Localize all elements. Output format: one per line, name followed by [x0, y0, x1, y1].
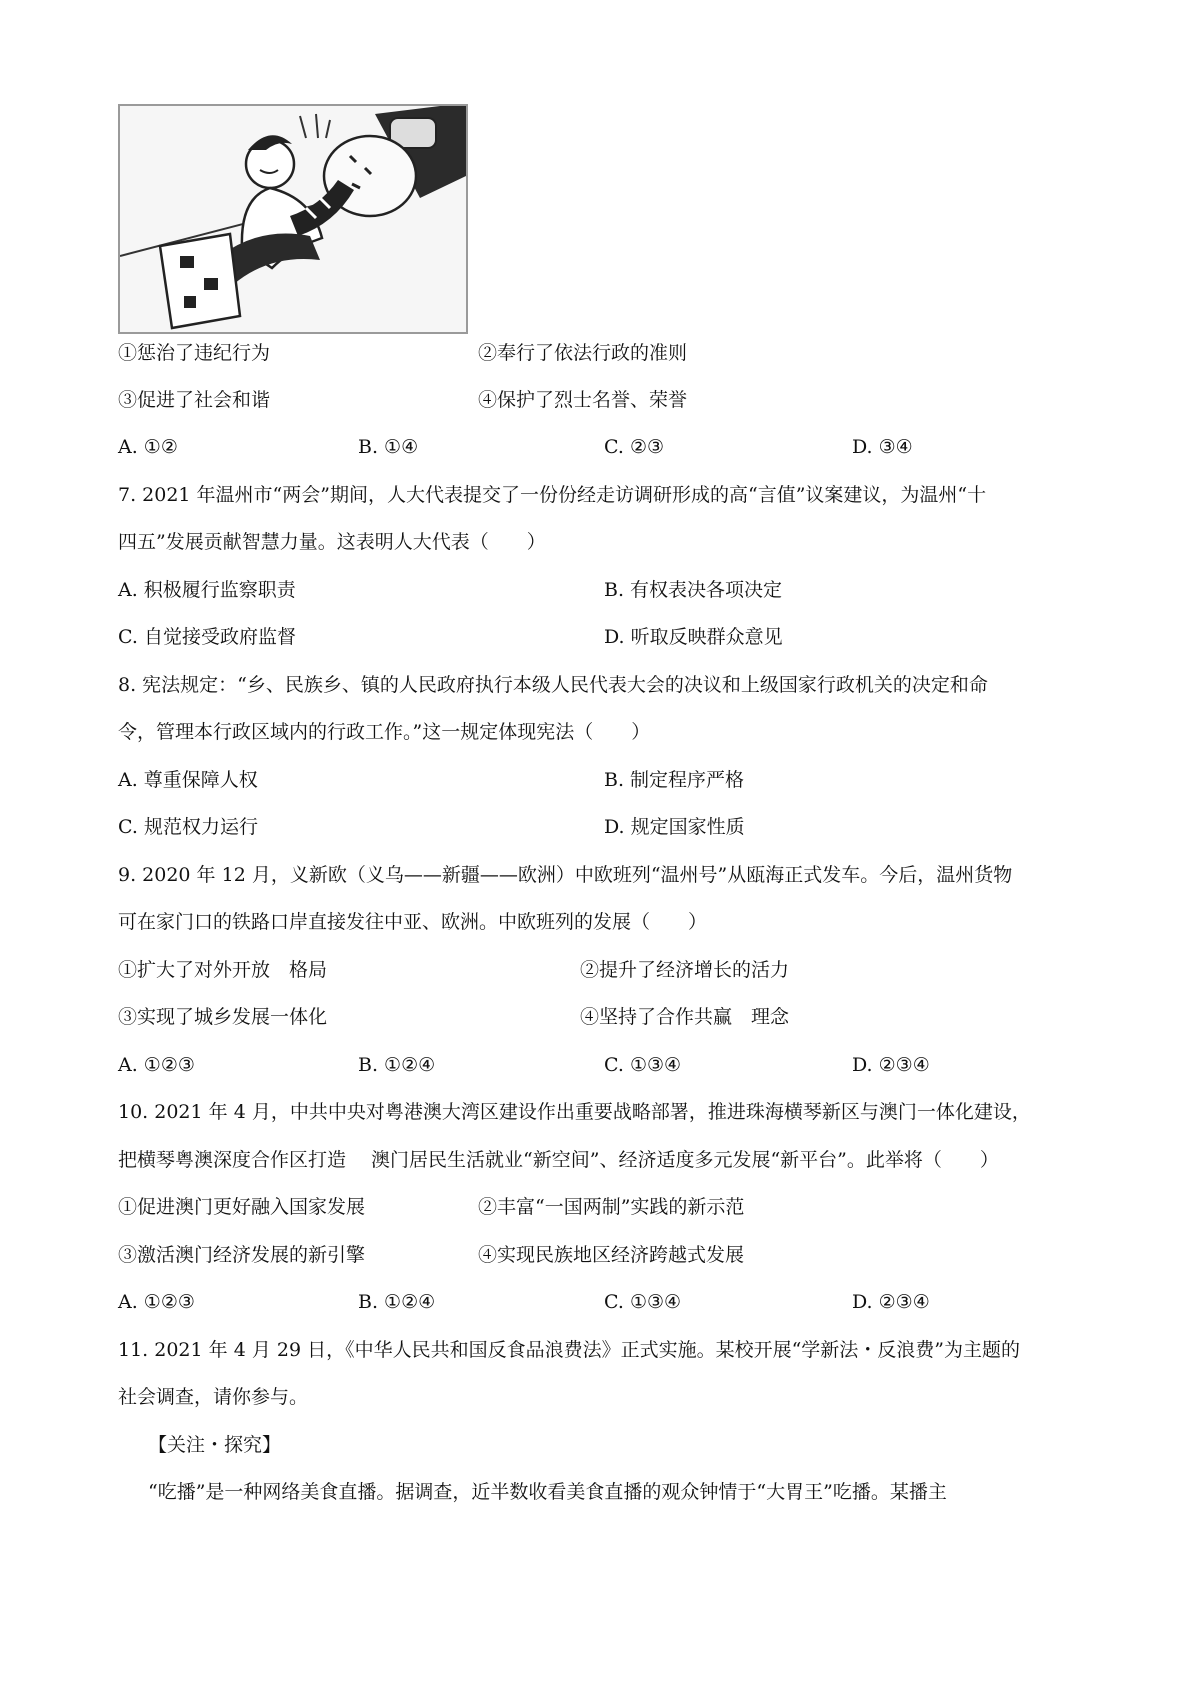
q6-choice-d: D. ③④	[852, 436, 913, 458]
q6-option-3: ③促进了社会和谐	[118, 389, 271, 411]
q6-choice-a: A. ①②	[118, 436, 178, 458]
q9-choice-a: A. ①②③	[118, 1054, 195, 1076]
q10-option-4: ④实现民族地区经济跨越式发展	[478, 1244, 745, 1266]
q10-choice-c: C. ①③④	[604, 1291, 682, 1313]
q7-stem-line1: 7. 2021 年温州市“两会”期间，人大代表提交了一份份经走访调研形成的高“言值”议案建议，为温州“十	[118, 484, 987, 506]
q6-option-2: ②奉行了依法行政的准则	[478, 342, 688, 364]
q11-section-heading: 【关注・探究】	[148, 1434, 282, 1456]
q9-choice-d: D. ②③④	[852, 1054, 930, 1076]
q8-choice-d: D. 规定国家性质	[604, 816, 745, 838]
q9-option-3: ③实现了城乡发展一体化	[118, 1006, 328, 1028]
q10-option-2: ②丰富“一国两制”实践的新示范	[478, 1196, 745, 1218]
q11-stem-line1: 11. 2021 年 4 月 29 日，《中华人民共和国反食品浪费法》正式实施。某校开展“学新法・反浪费”为主题的	[118, 1339, 1021, 1361]
q11-paragraph-line1: “吃播”是一种网络美食直播。据调查，近半数收看美食直播的观众钟情于“大胃王”吃播。某播主	[148, 1481, 947, 1503]
q6-choice-c: C. ②③	[604, 436, 665, 458]
q9-choice-b: B. ①②④	[358, 1054, 436, 1076]
q9-option-4: ④坚持了合作共赢 理念	[580, 1006, 790, 1028]
q9-option-2: ②提升了经济增长的活力	[580, 959, 790, 981]
q6-option-4: ④保护了烈士名誉、荣誉	[478, 389, 688, 411]
q10-choice-a: A. ①②③	[118, 1291, 195, 1313]
q7-choice-c: C. 自觉接受政府监督	[118, 626, 296, 648]
q7-choice-a: A. 积极履行监察职责	[118, 579, 296, 601]
q7-choice-d: D. 听取反映群众意见	[604, 626, 783, 648]
q10-stem-line1: 10. 2021 年 4 月，中共中央对粤港澳大湾区建设作出重要战略部署，推进珠海横琴新区与澳门一体化建设，	[118, 1101, 1031, 1123]
q6-choice-b: B. ①④	[358, 436, 419, 458]
q9-stem-line2: 可在家门口的铁路口岸直接发往中亚、欧洲。中欧班列的发展（ ）	[118, 911, 708, 933]
q8-choice-b: B. 制定程序严格	[604, 769, 745, 791]
q7-choice-b: B. 有权表决各项决定	[604, 579, 783, 601]
q8-choice-c: C. 规范权力运行	[118, 816, 258, 838]
q9-stem-line1: 9. 2020 年 12 月，义新欧（义乌——新疆——欧洲）中欧班列“温州号”从瓯海正式发车。今后，温州货物	[118, 864, 1013, 886]
q9-option-1: ①扩大了对外开放 格局	[118, 959, 328, 981]
q6-option-1: ①惩治了违纪行为	[118, 342, 271, 364]
q11-stem-line2: 社会调查，请你参与。	[118, 1386, 309, 1408]
cartoon-drawing	[120, 106, 466, 332]
q10-option-1: ①促进澳门更好融入国家发展	[118, 1196, 366, 1218]
q8-stem-line2: 令，管理本行政区域内的行政工作。”这一规定体现宪法（ ）	[118, 721, 651, 743]
q8-choice-a: A. 尊重保障人权	[118, 769, 258, 791]
q10-choice-b: B. ①②④	[358, 1291, 436, 1313]
q10-stem-line2: 把横琴粤澳深度合作区打造 澳门居民生活就业“新空间”、经济适度多元发展“新平台”。此举将（ ）	[118, 1149, 999, 1171]
q9-choice-c: C. ①③④	[604, 1054, 682, 1076]
q8-stem-line1: 8. 宪法规定：“乡、民族乡、镇的人民政府执行本级人民代表大会的决议和上级国家行政机关的决定和命	[118, 674, 988, 696]
q10-choice-d: D. ②③④	[852, 1291, 930, 1313]
q7-stem-line2: 四五”发展贡献智慧力量。这表明人大代表（ ）	[118, 531, 546, 553]
cartoon-image	[118, 104, 468, 334]
q10-option-3: ③激活澳门经济发展的新引擎	[118, 1244, 366, 1266]
